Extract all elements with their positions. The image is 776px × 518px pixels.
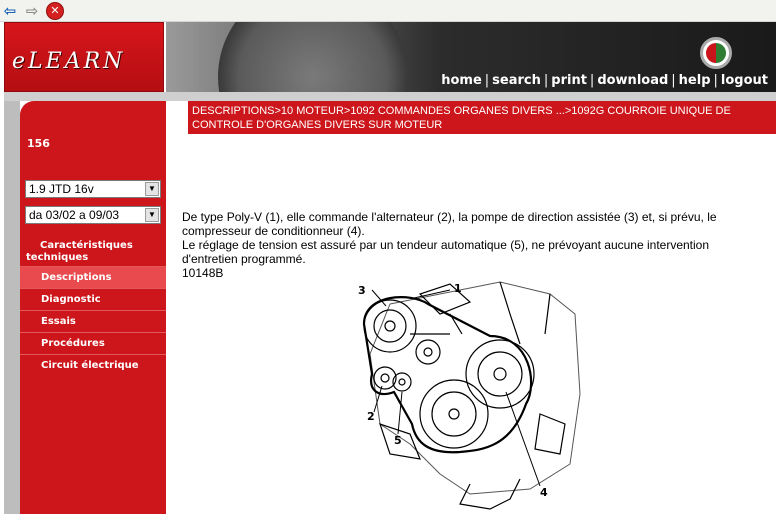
- top-nav: home | search | print | download | help | logout: [441, 73, 768, 88]
- sidebar-item-diagnostic[interactable]: Diagnostic: [20, 288, 166, 310]
- figure-label-3: 3: [358, 284, 366, 297]
- elearn-logo[interactable]: [4, 22, 164, 92]
- date-select[interactable]: [25, 206, 161, 224]
- sidebar-menu: [20, 238, 166, 376]
- nav-search[interactable]: search: [492, 73, 541, 88]
- forward-arrow-icon[interactable]: ⇨: [25, 2, 39, 20]
- breadcrumb-corner: [20, 101, 166, 134]
- site-header: [0, 22, 776, 92]
- alfa-romeo-badge-icon: [700, 37, 732, 69]
- engine-select[interactable]: [25, 180, 161, 198]
- description-paragraph-2: Le réglage de tension est assuré par un tendeur automatique (5), ne prévoyant aucune intervention d'entretien programmé.: [182, 238, 710, 266]
- sidebar-item-essais[interactable]: Essais: [20, 310, 166, 332]
- sidebar: [20, 134, 166, 514]
- browser-toolbar: [0, 0, 776, 22]
- logo-text: eLEARN: [12, 49, 126, 74]
- header-banner: [166, 22, 776, 92]
- belt-diagram-svg: [350, 274, 590, 514]
- breadcrumb-row: [20, 101, 776, 134]
- figure-label-4: 4: [540, 486, 548, 499]
- back-arrow-icon[interactable]: ⇦: [3, 2, 17, 20]
- figure-reference: 10148B: [182, 266, 224, 280]
- sidebar-item-procedures[interactable]: Procédures: [20, 332, 166, 354]
- date-select-value: da 03/02 a 09/03: [29, 208, 120, 222]
- chevron-down-icon[interactable]: ▼: [145, 182, 159, 196]
- close-icon[interactable]: ✕: [46, 2, 64, 20]
- description-paragraph-1: De type Poly-V (1), elle commande l'alternateur (2), la pompe de direction assistée (3) et, si prévu, le compresseur de conditionneur (4).: [182, 210, 717, 238]
- figure-label-1: 1: [454, 282, 462, 295]
- nav-print[interactable]: print: [551, 73, 587, 88]
- model-label: 156: [27, 137, 50, 150]
- header-divider: [4, 92, 776, 101]
- breadcrumb: DESCRIPTIONS>10 MOTEUR>1092 COMMANDES ORGANES DIVERS ...>1092G COURROIE UNIQUE DE CONTROLE D'ORGANES DIVERS SUR MOTEUR: [188, 101, 776, 134]
- nav-help[interactable]: help: [678, 73, 711, 88]
- nav-logout[interactable]: logout: [720, 73, 768, 88]
- sidebar-item-circuit-electrique[interactable]: Circuit électrique: [20, 354, 166, 376]
- steering-wheel-graphic: [218, 22, 408, 92]
- menu-header[interactable]: Caractéristiques techniques: [26, 240, 133, 263]
- chevron-down-icon[interactable]: ▼: [145, 208, 159, 222]
- nav-download[interactable]: download: [597, 73, 669, 88]
- figure-label-5: 5: [394, 434, 402, 447]
- figure-label-2: 2: [367, 410, 375, 423]
- nav-home[interactable]: home: [441, 73, 482, 88]
- main-content: [182, 210, 742, 280]
- belt-diagram: [350, 274, 590, 514]
- left-rail: [4, 101, 20, 514]
- sidebar-item-descriptions[interactable]: Descriptions: [20, 266, 166, 288]
- engine-select-value: 1.9 JTD 16v: [29, 182, 94, 196]
